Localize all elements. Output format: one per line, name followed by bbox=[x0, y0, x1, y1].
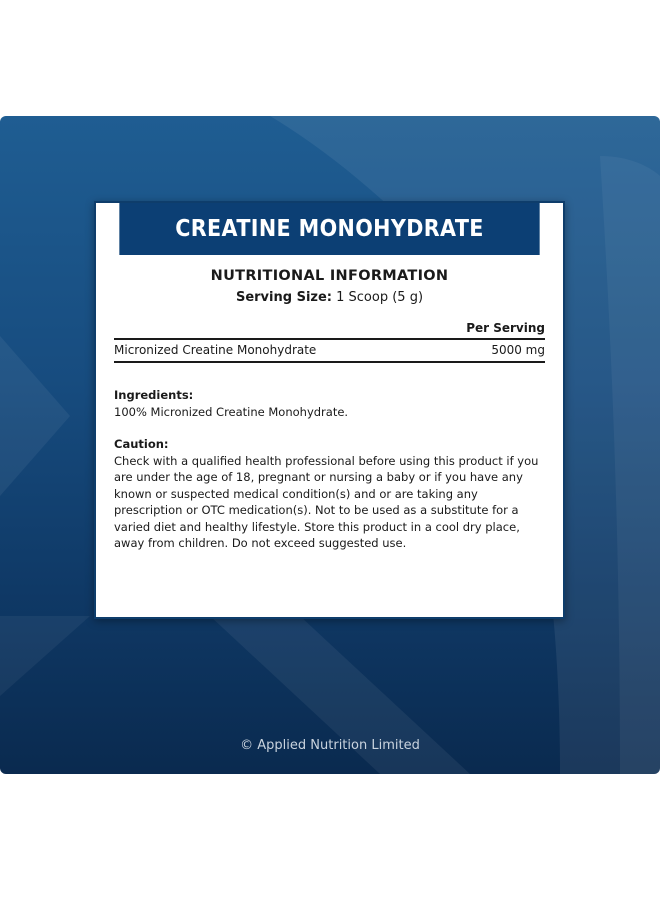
ingredients-text: 100% Micronized Creatine Monohydrate. bbox=[114, 404, 349, 419]
product-title: CREATINE MONOHYDRATE bbox=[119, 203, 539, 255]
nutrient-amount: 5000 mg bbox=[491, 343, 545, 357]
nutrition-card bbox=[94, 201, 565, 619]
serving-size-value: 1 Scoop (5 g) bbox=[336, 290, 424, 305]
serving-size-label: Serving Size: bbox=[235, 290, 332, 305]
ingredients-heading: Ingredients: bbox=[114, 388, 194, 402]
nutrition-heading: NUTRITIONAL INFORMATION bbox=[210, 268, 449, 284]
caution-section bbox=[114, 436, 545, 552]
caution-text: Check with a qualified health professional before using this product if you are under the age of 18, pregnant or nursing a baby or if you have any known or suspected medical condition(s) and or are taking any prescription or OTC medication(s). Not to be used as a substitute for a varied diet and healthy lifestyle. Store this product in a cool dry place, away from children. Do not exceed suggested use. bbox=[114, 453, 539, 550]
nutrition-table bbox=[114, 321, 545, 363]
ingredients-section bbox=[114, 387, 545, 420]
nutrient-name: Micronized Creatine Monohydrate bbox=[114, 343, 317, 357]
column-header-per-serving: Per Serving bbox=[114, 321, 545, 340]
copyright-footer: © Applied Nutrition Limited bbox=[240, 738, 420, 753]
caution-heading: Caution: bbox=[114, 437, 169, 451]
serving-size bbox=[96, 290, 563, 305]
table-row bbox=[114, 340, 545, 363]
